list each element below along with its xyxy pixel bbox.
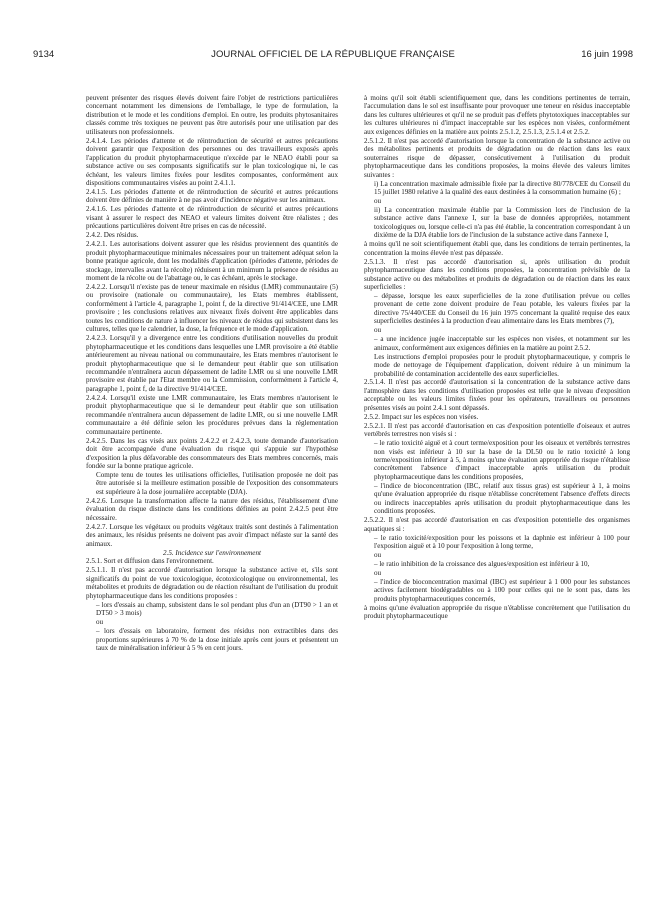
paragraph: 2.4.1.6. Les périodes d'attente et de réintroduction de sécurité et autres précautions visant à assurer le respect des NEAO et valeurs limites doivent être réalistes ; des précautions particulières doivent être prises en cas de nécessité. [86, 205, 338, 231]
paragraph: 2.4.2. Des résidus. [86, 231, 139, 240]
list-item: – le ratio toxicité/exposition pour les poissons et la daphnie est inférieur à 100 pour l'exposition aiguë et à 10 pour l'exposition à long terme, [374, 533, 630, 551]
paragraph: 2.5.2. Impact sur les espèces non visées. [364, 412, 479, 421]
paragraph: 2.5.2.1. Il n'est pas accordé d'autorisation en cas d'exposition potentielle d'oiseaux et autres vertébrés terrestres non visés si : [364, 421, 630, 439]
connector: ou [374, 196, 382, 205]
paragraph: Compte tenu de toutes les utilisations officielles, l'utilisation proposée ne doit pas être autorisée si la meilleure estimation possible de l'exposition des consommateurs est supérieure à la dose journalière acceptable (DJA). [96, 470, 338, 496]
paragraph: 2.4.2.6. Lorsque la transformation affecte la nature des résidus, l'établissement d'une évaluation du risque distincte dans les conditions définies au point 2.4.2.5 peut être nécessaire. [86, 496, 338, 522]
list-item: i) La concentration maximale admissible fixée par la directive 80/778/CEE du Conseil du 15 juillet 1980 relative à la qualité des eaux destinées à la consommation humaine (6) ; [374, 179, 630, 196]
paragraph: 2.4.2.5. Dans les cas visés aux points 2.4.2.2 et 2.4.2.3, toute demande d'autorisation doit être accompagnée d'une évaluation du risque qui s'appuie sur l'hypothèse d'exposition la plus défavorable des consommateurs des Etats membres concernés, mais fondée sur la bonne pratique agricole. [86, 436, 338, 470]
list-item: – le ratio toxicité aiguë et à court terme/exposition pour les oiseaux et vertébrés terrestres non visés est inférieur à 10 sur la base de la DL50 ou le ratio toxicité à long terme/exposition inférieur à 5, à moins qu'une évaluation appropriée du risque n'établisse concrètement l'absence d'impact inacceptable après utilisation du produit phytopharmaceutique dans les conditions proposées, [374, 439, 630, 481]
paragraph: 2.4.1.5. Les périodes d'attente et de réintroduction de sécurité et autres précautions doivent être définies de manière à ne pas avoir d'incidence négative sur les animaux. [86, 187, 338, 205]
paragraph: 2.5.1. Sort et diffusion dans l'environnement. [86, 557, 214, 566]
paragraph: à moins qu'une évaluation appropriée du risque n'établisse concrètement que l'utilisation du produit phytopharmaceutique [364, 603, 630, 621]
list-item: – le ratio inhibition de la croissance des algues/exposition est inférieur à 10, [374, 559, 590, 568]
paragraph: 2.4.2.3. Lorsqu'il y a divergence entre les conditions d'utilisation nouvelles du produit phytopharmaceutique et les conditions dans lesquelles une LMR provisoire a été établie antérieurement au niveau national ou communautaire, les Etats membres n'autorisent le produit phytopharmaceutique que si le demandeur peut établir que son utilisation recommandée n'entraînera aucun dépassement de ladite LMR ou si une nouvelle LMR provisoire est établie par l'Etat membre ou la Commission, conformément à l'article 4, paragraphe 1, point f, de la directive 91/414/CEE. [86, 334, 338, 393]
list-item: – lors d'essais au champ, subsistent dans le sol pendant plus d'un an (DT90 > 1 an et DT50 > 3 mois) [96, 600, 338, 618]
list-item: – l'indice de bioconcentration (IBC, relatif aux tissus gras) est supérieur à 1, à moins qu'une évaluation appropriée du risque n'établisse concrètement l'absence d'effets directs ou indirects inacceptables après utilisation du produit phytopharmaceutique dans les conditions proposées. [374, 481, 630, 516]
paragraph: à moins qu'il soit établi scientifiquement que, dans les conditions pertinentes de terrain, l'accumulation dans le sol est insuffisante pour provoquer une teneur en résidus inacceptable dans les cultures ultérieures et qu'il ne se produit pas d'effets phytotoxiques inacceptables sur les cultures ultérieures ni d'impact inacceptable sur les espèces non visées, conformément aux exigences définies en la matière aux points 2.5.1.2, 2.5.1.3, 2.5.1.4 et 2.5.2. [364, 94, 630, 136]
paragraph: 2.5.1.1. Il n'est pas accordé d'autorisation lorsque la substance active et, s'ils sont significatifs du point de vue toxicologique, écotoxicologique ou environnemental, les métabolites et produits de dégradation ou de réaction résultant de l'utilisation du produit phytopharmaceutique dans les conditions proposées : [86, 566, 338, 600]
list-item: – lors d'essais en laboratoire, forment des résidus non extractibles dans des proportions supérieures à 70 % de la dose initiale après cent jours et présentent un taux de minéralisation inférieur à 5 % en cent jours. [96, 627, 338, 652]
paragraph: 2.4.2.4. Lorsqu'il existe une LMR communautaire, les Etats membres n'autorisent le produit phytopharmaceutique que si le demandeur peut établir que son utilisation recommandée n'entraînera aucun dépassement de ladite LMR, ou si une nouvelle LMR communautaire a été définie selon les procédures prévues dans la réglementation communautaire pertinente. [86, 393, 338, 436]
page-number: 9134 [33, 49, 55, 60]
paragraph: 2.4.1.4. Les périodes d'attente et de réintroduction de sécurité et autres précautions doivent garantir que l'exposition des personnes ou des travailleurs exposés après l'application du produit phytopharmaceutique n'excède par le NEAO établi pour sa substance active ou ses composants significatifs sur le plan toxicologique ni, le cas échéant, les valeurs limites fixées pour lesdites composantes, conformément aux dispositions communautaires visées au point 2.4.1.1. [86, 136, 338, 188]
connector: ou [374, 551, 382, 560]
issue-date: 16 juin 1998 [581, 49, 633, 60]
paragraph: Les instructions d'emploi proposées pour le produit phytopharmaceutique, y compris le mode de nettoyage de l'équipement d'application, doivent réduire à un minimum la probabilité de contamination accidentelle des eaux superficielles. [374, 352, 630, 378]
paragraph: 2.4.2.1. Les autorisations doivent assurer que les résidus proviennent des quantités de produit phytopharmaceutique minimales nécessaires pour un traitement adéquat selon la bonne pratique agricole, dont les modalités d'application (périodes d'attente, périodes de stockage, intervalles avant la récolte) réduisent à un minimum la présence de résidus au moment de la récolte ou de l'abattage ou, le cas échéant, après le stockage. [86, 240, 338, 283]
list-item: ii) La concentration maximale établie par la Commission lors de l'inclusion de la substance active dans l'annexe I, sur la base de données appropriées, notamment toxicologiques ou, lorsque celle-ci n'a pas été établie, la concentration correspondant à un dixième de la DJA établie lors de l'inclusion de la substance active dans l'annexe I, [374, 205, 630, 240]
section-heading: 2.5. Incidence sur l'environnement [163, 548, 261, 557]
connector: ou [374, 568, 382, 577]
page-header [33, 49, 633, 63]
paragraph: 2.4.2.7. Lorsque les végétaux ou produits végétaux traités sont destinés à l'alimentation des animaux, les résidus présents ne doivent pas avoir d'impact néfaste sur la santé des animaux. [86, 522, 338, 548]
list-item: – dépasse, lorsque les eaux superficielles de la zone d'utilisation prévue ou celles provenant de cette zone doivent produire de l'eau potable, les valeurs fixées par la directive 75/440/CEE du Conseil du 16 juin 1975 concernant la qualité requise des eaux superficielles destinées à la production d'eau alimentaire dans les Etats membres (7), [374, 291, 630, 326]
paragraph: 2.5.1.2. Il n'est pas accordé d'autorisation lorsque la concentration de la substance active ou des métabolites pertinents et produits de dégradation ou de réaction dans les eaux souterraines risque de dépasser, consécutivement à l'utilisation du produit phytopharmaceutique dans les conditions proposées, la moins élevée des valeurs limites suivantes : [364, 136, 630, 179]
list-item: – a une incidence jugée inacceptable sur les espèces non visées, et notamment sur les animaux, conformément aux exigences définies en la matière au point 2.5.2. [374, 335, 630, 352]
connector: ou [374, 326, 382, 335]
paragraph: 2.5.1.4. Il n'est pas accordé d'autorisation si la concentration de la substance active dans l'atmosphère dans les conditions d'utilisation proposées est telle que le niveau d'exposition acceptable ou les valeurs limites fixées pour les opérateurs, travailleurs ou personnes présentes visés au point 2.4.1 sont dépassés. [364, 378, 630, 412]
paragraph: 2.4.2.2. Lorsqu'il n'existe pas de teneur maximale en résidus (LMR) communautaire (5) ou provisoire (nationale ou communautaire), les Etats membres établissent, conformément à l'article 4, paragraphe 1, point f, de la directive 91/414/CEE, une LMR provisoire ; les conclusions relatives aux niveaux fixés doivent être applicables dans toutes les conditions de nature à influencer les niveaux de résidus qui subsistent dans les cultures, telles que le calendrier, la dose, la fréquence et le mode d'application. [86, 282, 338, 334]
left-column [86, 94, 338, 653]
paragraph: 2.5.2.2. Il n'est pas accordé d'autorisation en cas d'exposition potentielle des organismes aquatiques si : [364, 516, 630, 533]
right-column [364, 94, 630, 621]
paragraph: 2.5.1.3. Il n'est pas accordé d'autorisation si, après utilisation du produit phytopharmaceutique dans les conditions proposées, la concentration prévisible de la substance active ou des métabolites et produits de dégradation ou de réaction dans les eaux superficielles : [364, 257, 630, 291]
journal-title: JOURNAL OFFICIEL DE LA RÉPUBLIQUE FRANÇAISE [211, 49, 455, 60]
list-item: – l'indice de bioconcentration maximal (IBC) est supérieur à 1 000 pour les substances actives facilement biodégradables ou à 100 pour celles qui ne le sont pas, dans les produits phytopharmaceutiques concernés, [374, 577, 630, 603]
paragraph: peuvent présenter des risques élevés doivent faire l'objet de restrictions particulières concernant notamment les dimensions de l'emballage, le type de formulation, la distribution et le mode et les conditions d'emploi. En outre, les produits phytosanitaires classés comme très toxiques ne peuvent pas être autorisés pour une utilisation par des utilisateurs non professionnels. [86, 94, 338, 136]
connector: ou [96, 618, 104, 627]
paragraph: à moins qu'il ne soit scientifiquement établi que, dans les conditions de terrain pertinentes, la concentration la moins élevée n'est pas dépassée. [364, 240, 630, 257]
